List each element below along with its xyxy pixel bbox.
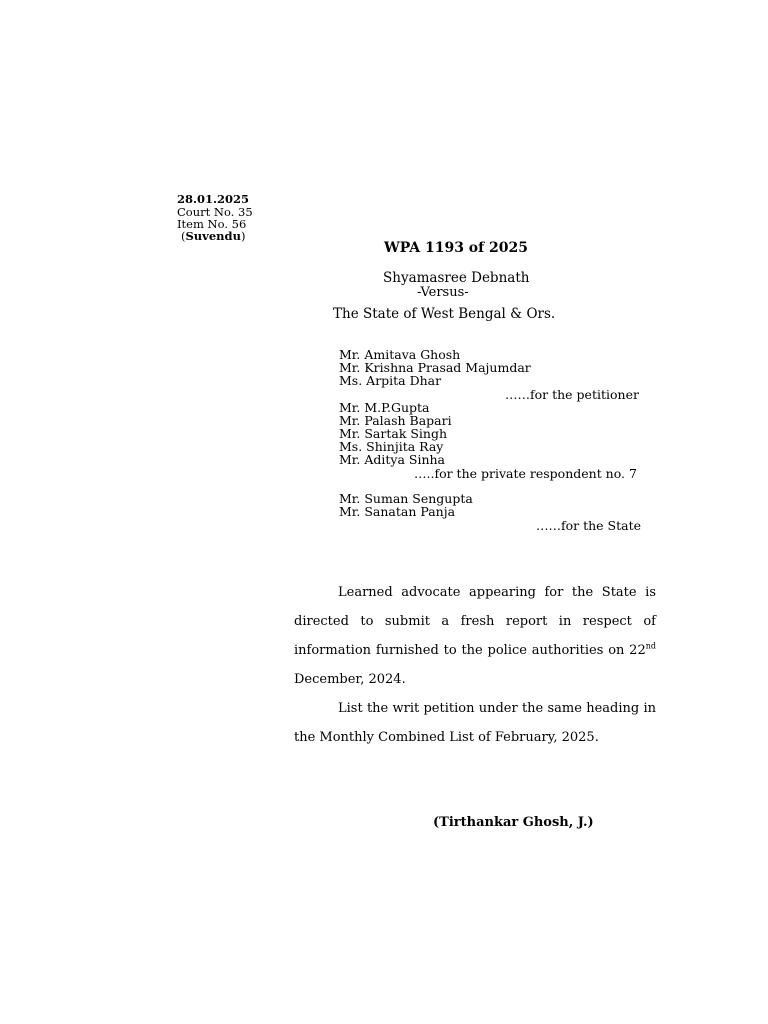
counsel-state-1: Mr. Suman Sengupta	[339, 491, 473, 506]
order-body	[294, 578, 656, 752]
court-number: Court No. 35	[177, 205, 253, 219]
order-paragraph-1-text: Learned advocate appearing for the State is directed to submit a fresh report in respect of information furnished to the police authorities on 22	[294, 585, 656, 658]
order-paragraph-1	[294, 578, 656, 694]
counsel-respondent7-5: Mr. Aditya Sinha	[339, 452, 445, 467]
counsel-petitioner-2: Mr. Krishna Prasad Majumdar	[339, 360, 531, 375]
state-role-label: ……for the State	[536, 518, 642, 533]
counsel-respondent7-2: Mr. Palash Bapari	[339, 413, 452, 428]
petitioner-role-label: ……for the petitioner	[505, 387, 639, 402]
order-date: 28.01.2025	[177, 192, 250, 206]
judge-signature: (Tirthankar Ghosh, J.)	[433, 815, 594, 830]
clerk-name-text: Suvendu	[185, 229, 241, 243]
counsel-respondent7-1: Mr. M.P.Gupta	[339, 400, 430, 415]
counsel-petitioner-3: Ms. Arpita Dhar	[339, 373, 442, 388]
respondent7-role-label: …..for the private respondent no. 7	[414, 466, 637, 481]
clerk-name	[181, 230, 245, 243]
versus-label: -Versus-	[417, 285, 469, 300]
item-number: Item No. 56	[177, 217, 247, 231]
order-paragraph-1-end: December, 2024.	[294, 672, 406, 687]
clerk-name-open: (	[181, 229, 186, 243]
counsel-state-2: Mr. Sanatan Panja	[339, 504, 456, 519]
case-number: WPA 1193 of 2025	[384, 240, 529, 256]
counsel-petitioner-1: Mr. Amitava Ghosh	[339, 347, 461, 362]
clerk-name-close: )	[240, 229, 246, 243]
counsel-respondent7-4: Ms. Shinjita Ray	[339, 439, 444, 454]
respondent-name: The State of West Bengal & Ors.	[333, 306, 556, 322]
order-paragraph-2: List the writ petition under the same heading in the Monthly Combined List of February, 2025.	[294, 701, 656, 745]
ordinal-superscript: nd	[645, 641, 656, 651]
petitioner-name: Shyamasree Debnath	[383, 270, 530, 286]
counsel-respondent7-3: Mr. Sartak Singh	[339, 426, 448, 441]
